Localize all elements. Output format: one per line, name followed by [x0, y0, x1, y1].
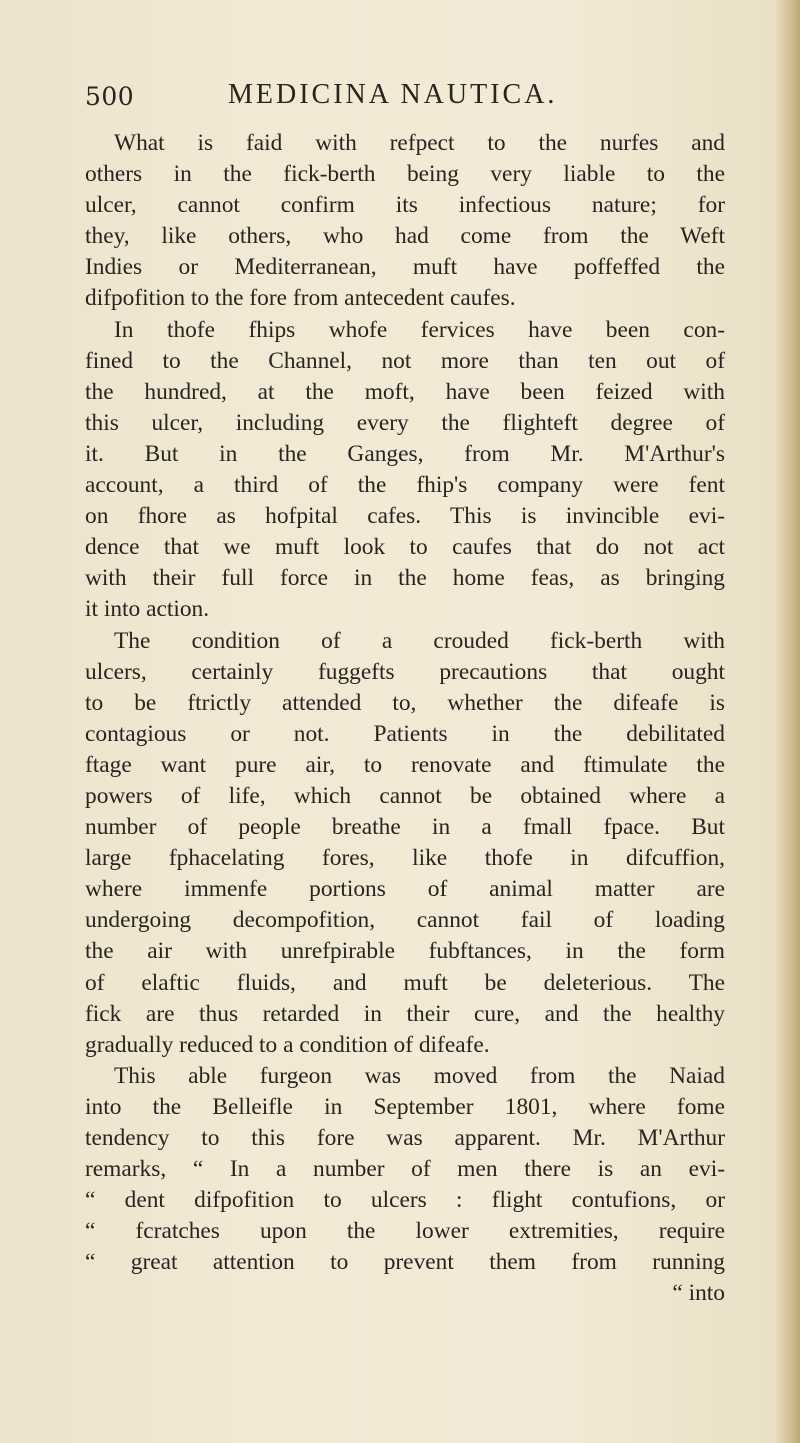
- text-line: ulcer, cannot confirm its infectious nature; for: [85, 192, 725, 219]
- text-line: “ great attention to prevent them from running: [85, 1249, 725, 1276]
- text-line: This able furgeon was moved from the Naiad: [114, 1062, 725, 1089]
- text-line: The condition of a crouded fick-berth with: [114, 627, 725, 654]
- text-line: into the Belleifle in September 1801, where fome: [85, 1093, 725, 1120]
- text-line: contagious or not. Patients in the debilitated: [85, 720, 725, 747]
- text-line: In thofe fhips whofe fervices have been con-: [114, 316, 725, 343]
- text-line: fined to the Channel, not more than ten out of: [85, 347, 725, 374]
- text-line: remarks, “ In a number of men there is an evi-: [85, 1156, 725, 1183]
- text-line: gradually reduced to a condition of difeafe.: [85, 1031, 490, 1058]
- text-line: of elaftic fluids, and muft be deleterious. The: [85, 969, 725, 996]
- text-line: others in the fick-berth being very liable to the: [85, 161, 725, 188]
- text-line: ulcers, certainly fuggefts precautions that ought: [85, 658, 725, 685]
- text-line: the air with unrefpirable fubftances, in the form: [85, 938, 725, 965]
- text-line: difpofition to the fore from antecedent caufes.: [85, 285, 516, 312]
- text-line: they, like others, who had come from the Weft: [85, 223, 725, 250]
- text-line: it. But in the Ganges, from Mr. M'Arthur's: [85, 440, 725, 467]
- text-line: Indies or Mediterranean, muft have poffeffed the: [85, 254, 725, 281]
- text-line: fick are thus retarded in their cure, and the healthy: [85, 1000, 725, 1027]
- text-line: What is faid with refpect to the nurfes and: [114, 130, 725, 156]
- text-line: “ fcratches upon the lower extremities, require: [85, 1218, 725, 1245]
- text-line: tendency to this fore was apparent. Mr. M'Arthur: [85, 1125, 725, 1151]
- text-line: number of people breathe in a fmall fpace. But: [85, 814, 725, 841]
- running-head: [85, 79, 725, 122]
- text-line: it into action.: [85, 596, 210, 623]
- text-line: large fphacelating fores, like thofe in difcuffion,: [85, 845, 725, 872]
- text-line: undergoing decompofition, cannot fail of loading: [85, 907, 725, 934]
- text-line: where immenfe portions of animal matter are: [85, 876, 725, 903]
- text-line: ftage want pure air, to renovate and ftimulate the: [85, 751, 725, 778]
- text-line: dence that we muft look to caufes that do not act: [85, 534, 725, 561]
- text-line: account, a third of the fhip's company were fent: [85, 472, 725, 499]
- text-line: powers of life, which cannot be obtained where a: [85, 782, 725, 809]
- catchword: “ into: [672, 1280, 725, 1307]
- page-number: 500: [85, 82, 135, 111]
- page-edge-shadow: [774, 0, 800, 1443]
- text-line: with their full force in the home feas, as bringing: [85, 565, 725, 592]
- text-line: “ dent difpofition to ulcers : flight contufions, or: [85, 1187, 725, 1214]
- running-title: MEDICINA NAUTICA.: [228, 79, 558, 110]
- text-line: on fhore as hofpital cafes. This is invincible evi-: [85, 503, 725, 530]
- text-line: to be ftrictly attended to, whether the difeafe is: [85, 689, 725, 716]
- body-text: [85, 128, 725, 1310]
- text-line: the hundred, at the moft, have been feized with: [85, 378, 725, 405]
- text-line: this ulcer, including every the flighteft degree of: [85, 409, 725, 436]
